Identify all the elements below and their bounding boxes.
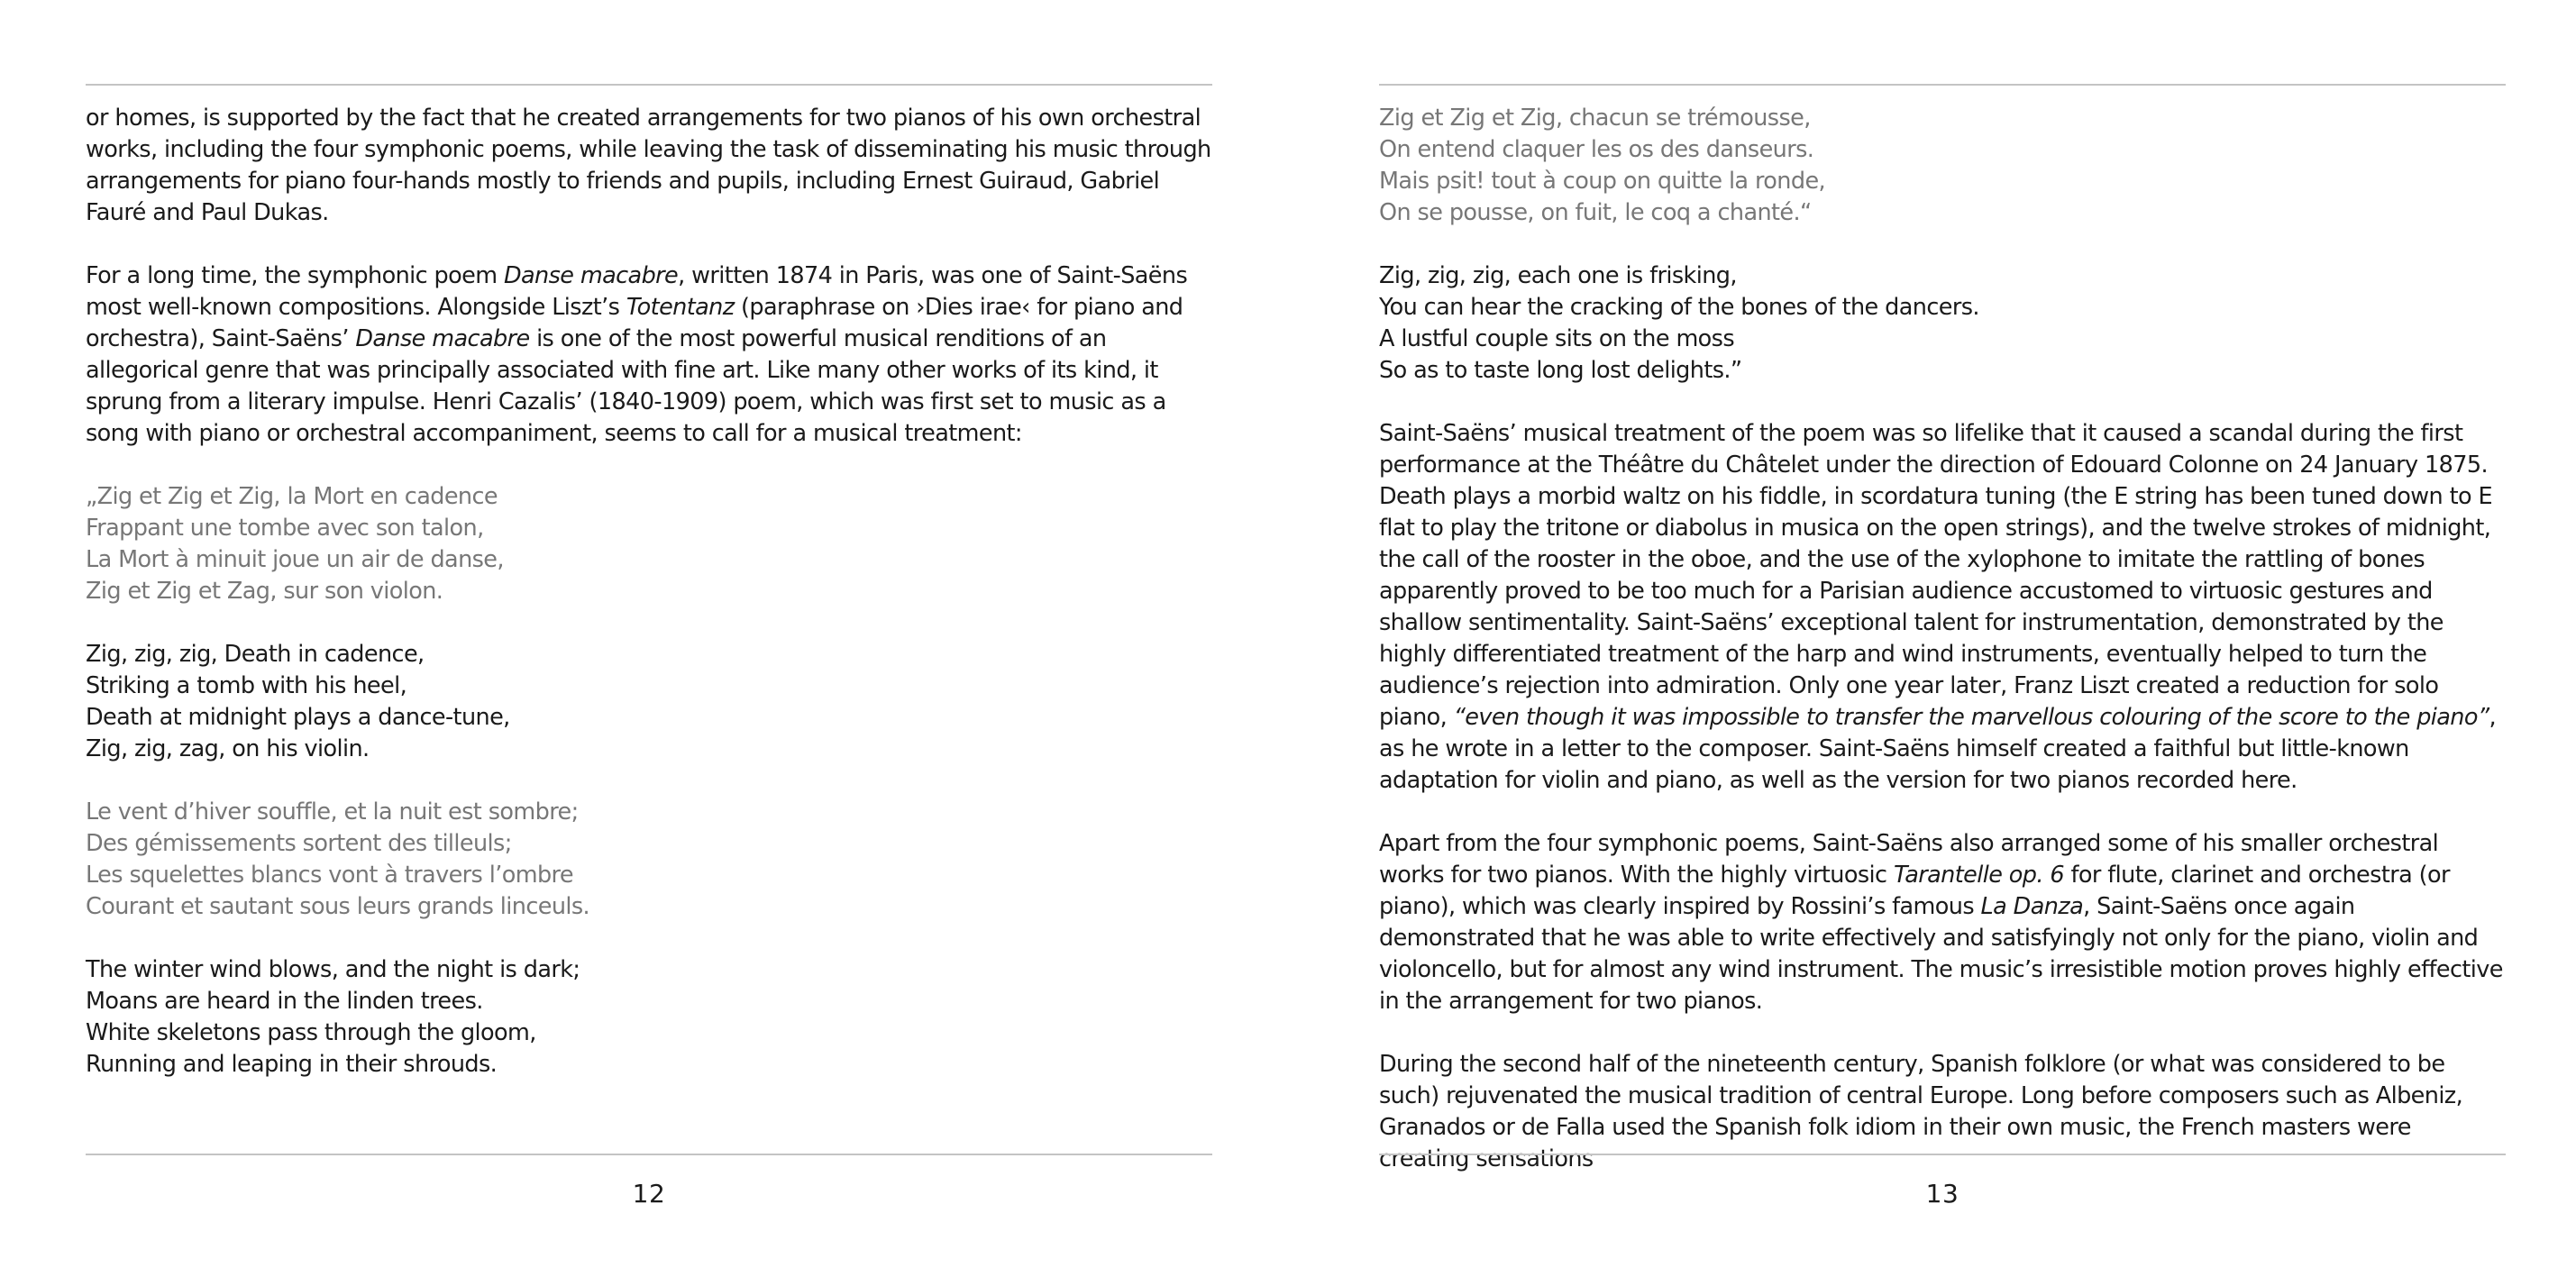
poem-line: Courant et sautant sous leurs grands linceuls. xyxy=(86,893,590,920)
poem-line: Zig et Zig et Zig, chacun se trémousse, xyxy=(1379,105,1811,132)
page-number: 12 xyxy=(632,1179,666,1209)
poem-line: You can hear the cracking of the bones of the dancers. xyxy=(1379,294,1979,321)
right-page-text xyxy=(1379,103,2506,1175)
paragraph: or homes, is supported by the fact that he created arrangements for two pianos of his own orchestral works, including the four symphonic poems, while leaving the task of disseminating his music through arrangements for piano four-hands mostly to friends and pupils, including Ernest Guiraud, Gabriel Fauré and Paul Dukas. xyxy=(86,105,1211,226)
french-stanza xyxy=(1379,103,2506,229)
work-title: La Danza xyxy=(1980,893,2084,920)
poem-line: Striking a tomb with his heel, xyxy=(86,672,407,699)
paragraph: Saint-Saëns’ musical treatment of the poem was so lifelike that it caused a scandal during the first performance at the Théâtre du Châtelet under the direction of Edouard Colonne on 24 January 1875. Death plays a morbid waltz on his fiddle, in scordatura tuning (the E string has been tuned down to E flat to play the tritone or diabolus in musica on the open strings), and the twelve strokes of midnight, the call of the rooster in the oboe, and the use of the xylophone to imitate the rattling of bones apparently proved to be too much for a Parisian audience accustomed to virtuosic gestures and shallow sentimentality. Saint-Saëns’ exceptional talent for instrumentation, demonstrated by the highly differentiated treatment of the harp and wind instruments, eventually helped to turn the audience’s rejection into admiration. Only one year later, Franz Liszt created a reduction for solo piano, “even though it was impossible to transfer the marvellous colouring of the score to the piano”, as he wrote in a letter to the composer. Saint-Saëns himself created a faithful but little-known adaptation for violin and piano, as well as the version for two pianos recorded here. xyxy=(1379,420,2496,794)
french-stanza xyxy=(86,797,1212,923)
liszt-quote: “even though it was impossible to transfer the marvellous colouring of the score to the piano” xyxy=(1453,704,2489,731)
top-rule xyxy=(86,84,1212,86)
paragraph: During the second half of the nineteenth century, Spanish folklore (or what was considered to be such) rejuvenated the musical tradition of central Europe. Long before composers such as Albeniz, Granados or de Falla used the Spanish folk idiom in their own music, the French masters were creating sensations xyxy=(1379,1051,2463,1172)
right-page xyxy=(1379,0,2506,1277)
english-stanza xyxy=(86,954,1212,1081)
work-title: Tarantelle op. 6 xyxy=(1893,862,2065,889)
poem-line: White skeletons pass through the gloom, xyxy=(86,1019,536,1046)
bottom-rule xyxy=(1379,1154,2506,1155)
poem-line: On se pousse, on fuit, le coq a chanté.“ xyxy=(1379,199,1812,226)
poem-line: The winter wind blows, and the night is dark; xyxy=(86,956,580,983)
english-stanza xyxy=(86,639,1212,765)
paragraph: For a long time, the symphonic poem Danse macabre, written 1874 in Paris, was one of Saint-Saëns most well-known compositions. Alongside Liszt’s Totentanz (paraphrase on ›Dies irae‹ for piano and orchestra), Saint-Saëns’ Danse macabre is one of the most powerful musical renditions of an allegorical genre that was principally associated with fine art. Like many other works of its kind, it sprung from a literary impulse. Henri Cazalis’ (1840-1909) poem, which was first set to music as a song with piano or orchestral accompaniment, seems to call for a musical treatment: xyxy=(86,262,1188,447)
paragraph: Apart from the four symphonic poems, Saint-Saëns also arranged some of his smaller orchestral works for two pianos. With the highly virtuosic Tarantelle op. 6 for flute, clarinet and orchestra (or piano), which was clearly inspired by Rossini’s famous La Danza, Saint-Saëns once again demonstrated that he was able to write effectively and satisfyingly not only for the piano, violin and violoncello, but for almost any wind instrument. The music’s irresistible motion proves highly effective in the arrangement for two pianos. xyxy=(1379,830,2503,1015)
poem-line: Mais psit! tout à coup on quitte la ronde, xyxy=(1379,168,1826,195)
poem-line: A lustful couple sits on the moss xyxy=(1379,325,1735,352)
work-title: Danse macabre xyxy=(503,262,679,289)
poem-line: Death at midnight plays a dance-tune, xyxy=(86,704,510,731)
poem-line: Running and leaping in their shrouds. xyxy=(86,1051,498,1078)
poem-line: Zig, zig, zig, Death in cadence, xyxy=(86,641,425,668)
poem-line: Zig, zig, zig, each one is frisking, xyxy=(1379,262,1737,289)
poem-line: Zig, zig, zag, on his violin. xyxy=(86,735,370,762)
poem-line: La Mort à minuit joue un air de danse, xyxy=(86,546,504,573)
french-stanza xyxy=(86,481,1212,607)
left-page xyxy=(86,0,1212,1277)
poem-line: So as to taste long lost delights.” xyxy=(1379,357,1742,384)
english-stanza xyxy=(1379,260,2506,387)
poem-line: Frappant une tombe avec son talon, xyxy=(86,515,484,542)
poem-line: „Zig et Zig et Zig, la Mort en cadence xyxy=(86,483,498,510)
poem-line: Moans are heard in the linden trees. xyxy=(86,988,483,1015)
poem-line: Des gémissements sortent des tilleuls; xyxy=(86,830,512,857)
poem-line: Les squelettes blancs vont à travers l’ombre xyxy=(86,862,573,889)
poem-line: Le vent d’hiver souffle, et la nuit est sombre; xyxy=(86,798,579,825)
page-number: 13 xyxy=(1925,1179,1959,1209)
work-title: Totentanz xyxy=(626,294,735,321)
top-rule xyxy=(1379,84,2506,86)
left-page-text xyxy=(86,103,1212,1081)
poem-line: On entend claquer les os des danseurs. xyxy=(1379,136,1814,163)
work-title: Danse macabre xyxy=(355,325,530,352)
bottom-rule xyxy=(86,1154,1212,1155)
poem-line: Zig et Zig et Zag, sur son violon. xyxy=(86,578,443,605)
